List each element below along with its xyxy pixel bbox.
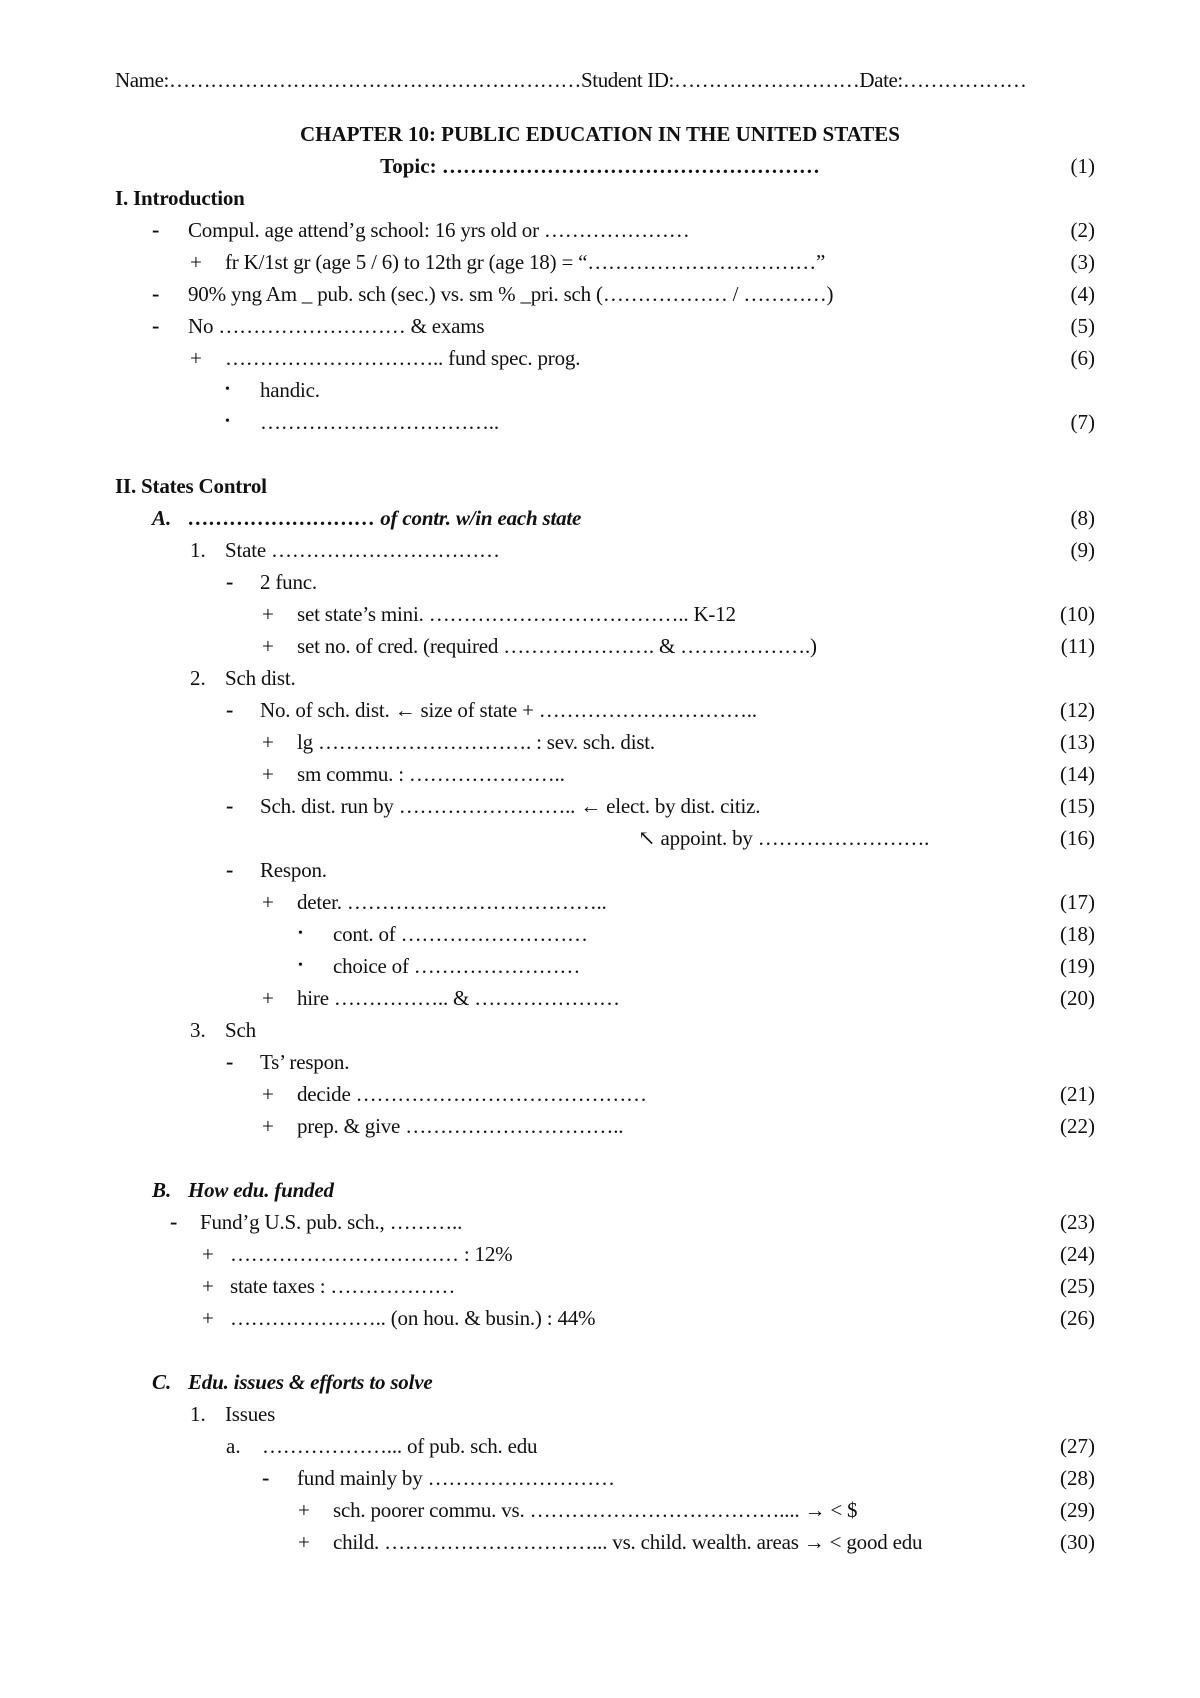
outline-marker: - xyxy=(152,281,160,306)
outline-line xyxy=(0,470,1200,502)
blank-number: (5) xyxy=(1070,314,1095,338)
outline-marker: + xyxy=(190,346,202,370)
blank-number: (22) xyxy=(1060,1114,1095,1138)
bullet-icon: • xyxy=(298,958,303,973)
blank-number: (29) xyxy=(1060,1498,1095,1522)
outline-marker: + xyxy=(262,1114,274,1138)
outline-line xyxy=(0,1526,1200,1558)
outline-marker: 1. xyxy=(190,538,206,562)
outline-marker: - xyxy=(226,793,234,818)
blank-number: (1) xyxy=(1070,154,1095,178)
outline-marker: - xyxy=(226,857,234,882)
blank-number: (2) xyxy=(1070,218,1095,242)
outline-line xyxy=(0,726,1200,758)
outline-text: Sch dist. xyxy=(225,666,296,690)
topic-line: Topic: ……………………………………………… xyxy=(380,154,820,178)
outline-text: lg …………………………. : sev. sch. dist. xyxy=(297,730,655,754)
blank-number: (3) xyxy=(1070,250,1095,274)
blank-number: (30) xyxy=(1060,1530,1095,1554)
outline-text: How edu. funded xyxy=(188,1178,334,1202)
blank-number: (20) xyxy=(1060,986,1095,1010)
blank-number: (19) xyxy=(1060,954,1095,978)
blank-number: (7) xyxy=(1070,410,1095,434)
outline-text: ………………….. (on hou. & busin.) : 44% xyxy=(230,1306,596,1330)
outline-marker: + xyxy=(262,730,274,754)
blank-number: (14) xyxy=(1060,762,1095,786)
outline-text: 2 func. xyxy=(260,570,317,594)
outline-line xyxy=(0,1366,1200,1398)
outline-text: decide …………………………………… xyxy=(297,1082,647,1106)
outline-line xyxy=(0,1302,1200,1334)
outline-marker: - xyxy=(226,697,234,722)
outline-text: State …………………………… xyxy=(225,538,500,562)
blank-number: (9) xyxy=(1070,538,1095,562)
outline-marker: + xyxy=(262,634,274,658)
outline-marker: A. xyxy=(152,506,172,530)
outline-line xyxy=(0,342,1200,374)
outline-line xyxy=(0,150,1200,182)
blank-number: (12) xyxy=(1060,698,1095,722)
blank-number: (10) xyxy=(1060,602,1095,626)
blank-number: (6) xyxy=(1070,346,1095,370)
outline-marker: 1. xyxy=(190,1402,206,1426)
bullet-icon: • xyxy=(298,926,303,941)
outline-text: choice of …………………… xyxy=(333,954,581,978)
outline-marker: + xyxy=(262,986,274,1010)
chapter-title: CHAPTER 10: PUBLIC EDUCATION IN THE UNITED STATES xyxy=(300,122,900,146)
blank-number: (23) xyxy=(1060,1210,1095,1234)
outline-line xyxy=(0,886,1200,918)
outline-text: child. …………………………... vs. child. wealth. areas → < good edu xyxy=(333,1530,923,1554)
blank-number: (21) xyxy=(1060,1082,1095,1106)
outline-line xyxy=(0,950,1200,982)
outline-text: handic. xyxy=(260,378,320,402)
outline-line xyxy=(0,1206,1200,1238)
outline-marker: - xyxy=(152,217,160,242)
outline-text: Compul. age attend’g school: 16 yrs old or ………………… xyxy=(188,218,690,242)
blank-number: (8) xyxy=(1070,506,1095,530)
outline-line xyxy=(0,598,1200,630)
outline-marker: 2. xyxy=(190,666,206,690)
blank-number: (24) xyxy=(1060,1242,1095,1266)
outline-text: sch. poorer commu. vs. ……………………………….... → < $ xyxy=(333,1498,858,1522)
outline-text: Edu. issues & efforts to solve xyxy=(188,1370,433,1394)
outline-text: Respon. xyxy=(260,858,327,882)
outline-marker: + xyxy=(262,890,274,914)
outline-text: cont. of ……………………… xyxy=(333,922,588,946)
outline-line xyxy=(0,1398,1200,1430)
outline-line xyxy=(0,854,1200,886)
blank-number: (28) xyxy=(1060,1466,1095,1490)
student-info-line xyxy=(0,64,1200,96)
outline-text: prep. & give ………………………….. xyxy=(297,1114,624,1138)
outline-line xyxy=(0,758,1200,790)
outline-marker: C. xyxy=(152,1370,172,1394)
outline-text: …………………………….. xyxy=(260,410,499,434)
bullet-icon: • xyxy=(225,414,230,429)
outline-text: deter. ……………………………….. xyxy=(297,890,607,914)
outline-text: fund mainly by ……………………… xyxy=(297,1466,615,1490)
outline-line xyxy=(0,662,1200,694)
outline-text: ……………………… of contr. w/in each state xyxy=(188,506,582,530)
outline-line xyxy=(0,918,1200,950)
outline-text: Sch xyxy=(225,1018,256,1042)
outline-marker: + xyxy=(298,1498,310,1522)
outline-line xyxy=(0,1462,1200,1494)
outline-line xyxy=(0,694,1200,726)
blank-number: (26) xyxy=(1060,1306,1095,1330)
outline-text: II. States Control xyxy=(115,474,267,498)
outline-text: ………………………….. fund spec. prog. xyxy=(225,346,581,370)
outline-text: fr K/1st gr (age 5 / 6) to 12th gr (age 18) = “……………………………” xyxy=(225,250,826,274)
outline-marker: - xyxy=(262,1465,270,1490)
blank-number: (27) xyxy=(1060,1434,1095,1458)
outline-marker: - xyxy=(226,569,234,594)
outline-marker: + xyxy=(262,1082,274,1106)
outline-marker: + xyxy=(202,1274,214,1298)
blank-number: (16) xyxy=(1060,826,1095,850)
outline-marker: B. xyxy=(152,1178,172,1202)
outline-line xyxy=(0,630,1200,662)
outline-marker: 3. xyxy=(190,1018,206,1042)
outline-line xyxy=(0,1238,1200,1270)
outline-line xyxy=(0,790,1200,822)
outline-marker: + xyxy=(262,602,274,626)
outline-text: ↖ appoint. by ……………………. xyxy=(638,826,930,850)
outline-line xyxy=(0,502,1200,534)
outline-text: state taxes : ……………… xyxy=(230,1274,456,1298)
outline-text: ………………... of pub. sch. edu xyxy=(262,1434,538,1458)
blank-number: (11) xyxy=(1060,634,1095,658)
outline-line xyxy=(0,1014,1200,1046)
outline-text: …………………………… : 12% xyxy=(230,1242,513,1266)
outline-line xyxy=(0,406,1200,438)
outline-marker: + xyxy=(202,1306,214,1330)
outline-marker: + xyxy=(262,762,274,786)
outline-text: sm commu. : ………………….. xyxy=(297,762,565,786)
outline-text: No. of sch. dist. ← size of state + ………………………….. xyxy=(260,698,757,722)
blank-number: (4) xyxy=(1070,282,1095,306)
outline-text: Ts’ respon. xyxy=(260,1050,350,1074)
outline-text: hire …………….. & ………………… xyxy=(297,986,620,1010)
outline-text: set no. of cred. (required …………………. & ……………….) xyxy=(297,634,817,658)
outline-text: set state’s mini. ……………………………….. K-12 xyxy=(297,602,736,626)
outline-line xyxy=(0,1110,1200,1142)
outline-text: 90% yng Am _ pub. sch (sec.) vs. sm % _pri. sch (……………… / …………) xyxy=(188,282,834,306)
bullet-icon: • xyxy=(225,382,230,397)
outline-marker: - xyxy=(152,313,160,338)
name-id-date-field[interactable]: Name:……………………………………………………Student ID:………………………Date:……………… xyxy=(115,68,1027,92)
outline-marker: a. xyxy=(226,1434,241,1458)
outline-line xyxy=(0,822,1200,854)
outline-text: Sch. dist. run by …………………….. ← elect. by dist. citiz. xyxy=(260,794,761,818)
outline-line xyxy=(0,1270,1200,1302)
outline-line xyxy=(0,1494,1200,1526)
outline-line xyxy=(0,246,1200,278)
blank-number: (15) xyxy=(1060,794,1095,818)
outline-line xyxy=(0,534,1200,566)
outline-line xyxy=(0,982,1200,1014)
blank-number: (17) xyxy=(1060,890,1095,914)
outline-line xyxy=(0,1174,1200,1206)
outline-line xyxy=(0,566,1200,598)
outline-text: Fund’g U.S. pub. sch., ……….. xyxy=(200,1210,463,1234)
outline-text: I. Introduction xyxy=(115,186,245,210)
outline-marker: - xyxy=(226,1049,234,1074)
outline-line xyxy=(0,1046,1200,1078)
outline-text: Issues xyxy=(225,1402,276,1426)
outline-line xyxy=(0,182,1200,214)
outline-line xyxy=(0,374,1200,406)
outline-marker: + xyxy=(298,1530,310,1554)
outline-line xyxy=(0,278,1200,310)
outline-line xyxy=(0,1078,1200,1110)
outline-marker: - xyxy=(170,1209,178,1234)
blank-number: (18) xyxy=(1060,922,1095,946)
outline-line xyxy=(0,1430,1200,1462)
outline-marker: + xyxy=(190,250,202,274)
outline-text: No ……………………… & exams xyxy=(188,314,485,338)
blank-number: (25) xyxy=(1060,1274,1095,1298)
chapter-title-row xyxy=(0,118,1200,150)
outline-line xyxy=(0,310,1200,342)
blank-number: (13) xyxy=(1060,730,1095,754)
outline-line xyxy=(0,214,1200,246)
outline-marker: + xyxy=(202,1242,214,1266)
